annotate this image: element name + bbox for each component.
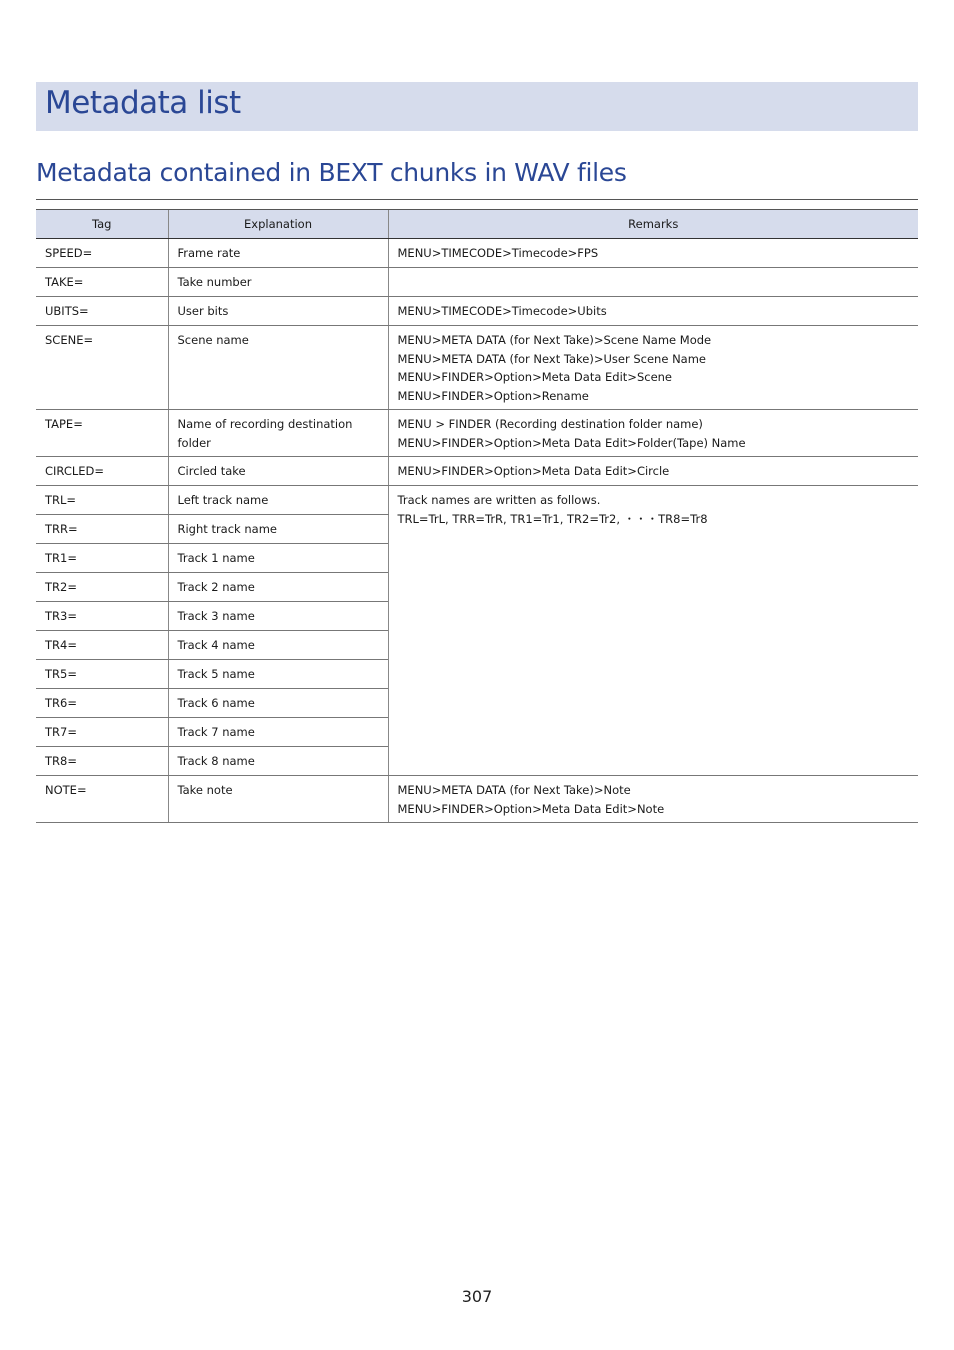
remarks-cell <box>388 268 918 297</box>
remarks-cell <box>388 410 918 457</box>
track-remarks-cell <box>388 486 918 776</box>
remark-line: MENU>FINDER>Option>Meta Data Edit>Folder(Tape) Name <box>397 435 746 450</box>
table-header-row <box>36 210 918 239</box>
explanation-cell: Track 3 name <box>168 602 388 631</box>
table-row <box>36 776 918 823</box>
tag-cell: TRR= <box>36 515 168 544</box>
tag-cell: UBITS= <box>36 297 168 326</box>
tag-cell: TR7= <box>36 718 168 747</box>
explanation-cell: Track 8 name <box>168 747 388 776</box>
page-number: 307 <box>461 1287 493 1306</box>
remark-line: Track names are written as follows. <box>397 493 601 507</box>
explanation-cell: Scene name <box>168 326 388 410</box>
page-title: Metadata list <box>45 85 241 121</box>
remarks-cell <box>388 326 918 410</box>
tag-cell: TR1= <box>36 544 168 573</box>
explanation-cell: Track 2 name <box>168 573 388 602</box>
tag-cell: TR8= <box>36 747 168 776</box>
remark-line: MENU>FINDER>Option>Meta Data Edit>Scene <box>397 370 673 384</box>
remark-line: MENU > FINDER (Recording destination folder name) <box>397 417 703 431</box>
tag-cell: NOTE= <box>36 776 168 823</box>
explanation-cell: Take note <box>168 776 388 823</box>
remark-line: MENU>FINDER>Option>Meta Data Edit>Note <box>397 801 665 816</box>
page-title-bar <box>36 82 918 131</box>
explanation-cell: Track 4 name <box>168 631 388 660</box>
table-row <box>36 239 918 268</box>
table-row <box>36 268 918 297</box>
explanation-cell: Track 1 name <box>168 544 388 573</box>
metadata-table <box>36 209 918 823</box>
remark-line: MENU>TIMECODE>Timecode>FPS <box>397 246 599 260</box>
tag-cell: SCENE= <box>36 326 168 410</box>
tag-cell: TR4= <box>36 631 168 660</box>
remark-line: TRL=TrL, TRR=TrR, TR1=Tr1, TR2=Tr2, ・・・TR8=Tr8 <box>397 511 708 526</box>
remarks-cell <box>388 457 918 486</box>
tag-cell: TR3= <box>36 602 168 631</box>
table-row <box>36 410 918 457</box>
tag-cell: TRL= <box>36 486 168 515</box>
remark-line: MENU>META DATA (for Next Take)>User Scene Name <box>397 351 706 366</box>
explanation-cell: Name of recording destination folder <box>168 410 388 457</box>
explanation-cell: User bits <box>168 297 388 326</box>
section-title-block <box>36 158 918 200</box>
table-row <box>36 326 918 410</box>
remarks-cell <box>388 239 918 268</box>
section-title: Metadata contained in BEXT chunks in WAV files <box>36 158 627 187</box>
explanation-cell: Track 7 name <box>168 718 388 747</box>
explanation-cell: Frame rate <box>168 239 388 268</box>
tag-cell: SPEED= <box>36 239 168 268</box>
explanation-cell: Take number <box>168 268 388 297</box>
table-row <box>36 486 918 515</box>
remark-line: MENU>FINDER>Option>Meta Data Edit>Circle <box>397 464 670 478</box>
remarks-cell <box>388 297 918 326</box>
table-row <box>36 457 918 486</box>
explanation-cell: Circled take <box>168 457 388 486</box>
explanation-cell: Right track name <box>168 515 388 544</box>
header-explanation: Explanation <box>168 210 388 239</box>
explanation-cell: Track 5 name <box>168 660 388 689</box>
explanation-cell: Track 6 name <box>168 689 388 718</box>
remark-line: MENU>TIMECODE>Timecode>Ubits <box>397 304 607 318</box>
header-remarks: Remarks <box>388 210 918 239</box>
tag-cell: TAKE= <box>36 268 168 297</box>
header-tag: Tag <box>36 210 168 239</box>
tag-cell: TR2= <box>36 573 168 602</box>
remarks-cell <box>388 776 918 823</box>
tag-cell: TAPE= <box>36 410 168 457</box>
explanation-cell: Left track name <box>168 486 388 515</box>
tag-cell: TR5= <box>36 660 168 689</box>
tag-cell: CIRCLED= <box>36 457 168 486</box>
remark-line: MENU>FINDER>Option>Rename <box>397 388 589 403</box>
table-row <box>36 297 918 326</box>
remark-line: MENU>META DATA (for Next Take)>Note <box>397 783 631 797</box>
tag-cell: TR6= <box>36 689 168 718</box>
remark-line: MENU>META DATA (for Next Take)>Scene Name Mode <box>397 333 712 347</box>
